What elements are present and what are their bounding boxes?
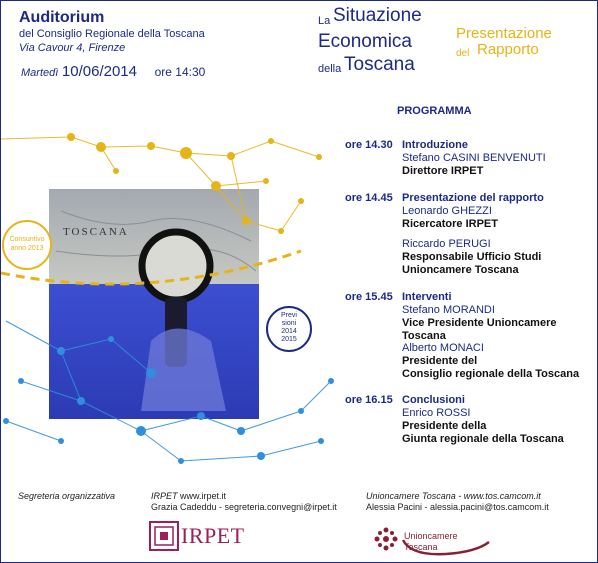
badge-consuntivo: [2, 220, 52, 270]
event-date-value: 10/06/2014: [61, 63, 137, 80]
event-date: [21, 63, 205, 80]
venue-address: Via Cavour 4, Firenze: [19, 42, 126, 54]
irpet-contact-email[interactable]: Grazia Cadeddu - segreteria.convegni@irpet.it: [151, 502, 337, 512]
badge-consuntivo-line2: anno 2013: [10, 245, 44, 252]
speaker-role: Direttore IRPET: [402, 165, 484, 177]
presentazione-word: Presentazione: [456, 25, 552, 42]
speaker-role: Unioncamere Toscana: [402, 264, 519, 276]
slot-heading: Introduzione: [402, 139, 468, 151]
venue-subtitle: del Consiglio Regionale della Toscana: [19, 28, 205, 40]
title-la: La: [318, 15, 331, 27]
irpet-logo-mark-icon: [149, 521, 179, 551]
irpet-site-link[interactable]: www.irpet.it: [180, 491, 227, 501]
irpet-logo-text: IRPET: [181, 523, 245, 548]
badge-previsioni-line4: 2015: [281, 336, 297, 343]
unioncamere-logo-mark-icon: [373, 526, 399, 552]
slot-time: ore 14.45: [345, 192, 393, 204]
event-day: Martedì: [21, 67, 59, 79]
badge-previsioni-line2: sioni: [281, 320, 297, 327]
unioncamere-contact-line1[interactable]: Unioncamere Toscana - www.tos.camcom.it: [366, 491, 541, 501]
badge-previsioni-line3: 2014: [281, 328, 297, 335]
title-della: della: [318, 63, 342, 75]
speaker-name: Riccardo PERUGI: [402, 238, 491, 250]
irpet-label: IRPET: [151, 491, 178, 501]
network-graphic: [1, 111, 341, 491]
speaker-role: Giunta regionale della Toscana: [402, 433, 564, 445]
speaker-name: Leonardo GHEZZI: [402, 205, 492, 217]
unioncamere-logo-subtext: Toscana: [404, 542, 438, 552]
title-situazione: Situazione: [333, 5, 422, 26]
slot-heading: Interventi: [402, 291, 452, 303]
speaker-role: Consiglio regionale della Toscana: [402, 368, 580, 380]
speaker-role: Ricercatore IRPET: [402, 218, 498, 230]
segreteria-label: Segreteria organizzativa: [18, 491, 116, 501]
programme-title: PROGRAMMA: [397, 105, 472, 117]
unioncamere-contact-email[interactable]: Alessia Pacini - alessia.pacini@tos.camcom.it: [366, 502, 549, 512]
slot-time: ore 16.15: [345, 394, 393, 406]
unioncamere-logo-text: Unioncamere: [404, 531, 458, 541]
slot-heading: Presentazione del rapporto: [402, 192, 544, 204]
badge-previsioni: [266, 306, 312, 352]
slot-time: ore 14.30: [345, 139, 393, 151]
speaker-role: Presidente del: [402, 355, 478, 367]
title-economica: Economica: [318, 31, 412, 52]
irpet-contact-line1: [151, 491, 226, 501]
speaker-name: Stefano MORANDI: [402, 304, 495, 316]
presentazione-rapporto: Rapporto: [477, 41, 539, 58]
speaker-role: Vice Presidente Unioncamere Toscana: [402, 317, 557, 342]
presentazione-del: del: [456, 48, 470, 59]
speaker-role: Presidente della: [402, 420, 487, 432]
title-toscana: Toscana: [344, 54, 415, 75]
unioncamere-swoosh-icon: [401, 538, 491, 558]
speaker-name: Enrico ROSSI: [402, 407, 471, 419]
slot-time: ore 15.45: [345, 291, 393, 303]
speaker-name: Stefano CASINI BENVENUTI: [402, 152, 546, 164]
map-label: TOSCANA: [63, 226, 129, 238]
speaker-name: Alberto MONACI: [402, 342, 484, 354]
slot-heading: Conclusioni: [402, 394, 465, 406]
speaker-role: Responsabile Ufficio Studi: [402, 251, 542, 263]
magnifier-icon: [142, 232, 210, 300]
event-time: ore 14:30: [154, 65, 206, 79]
badge-consuntivo-line1: Consuntivo: [9, 236, 45, 243]
badge-previsioni-line1: Previ: [281, 312, 297, 319]
venue-name: Auditorium: [19, 9, 105, 26]
